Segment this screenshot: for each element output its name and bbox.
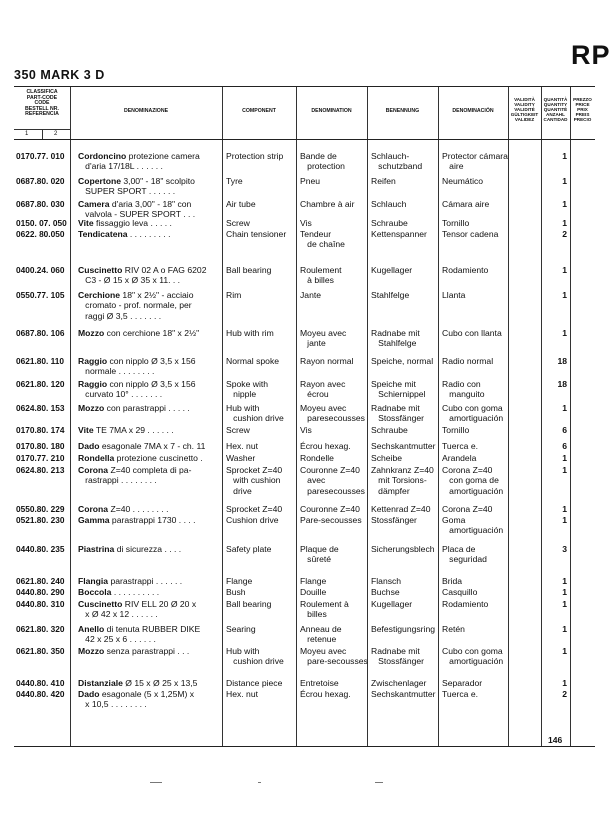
description-es: Casquillo — [442, 587, 478, 597]
description-de: Speiche, normal — [371, 356, 434, 366]
description-es: Cámara aire — [442, 199, 490, 209]
description-it-keyword: Corona — [78, 465, 109, 475]
part-code: 0440.80. 420 — [16, 689, 65, 699]
description-it — [78, 199, 221, 220]
description-it — [78, 689, 221, 710]
description-en: Chain tensioner — [226, 229, 287, 239]
description-it — [78, 646, 221, 656]
description-it-keyword: Vite — [78, 425, 94, 435]
description-it — [78, 453, 221, 463]
description-it-keyword: Cuscinetto — [78, 265, 123, 275]
quantity: 3 — [562, 544, 567, 554]
description-it-detail: con cerchione 18" x 2½" — [104, 328, 200, 338]
quantity: 18 — [557, 356, 567, 366]
description-es: Cubo con llanta — [442, 328, 502, 338]
description-it-detail: 18" x 2½" - acciaio cromato - prof. normale, per raggi Ø 3,5 . . . . . . . — [85, 290, 194, 321]
quantity: 1 — [562, 218, 567, 228]
description-it-keyword: Camera — [78, 199, 110, 209]
description-it — [78, 599, 221, 620]
description-en: Protection strip — [226, 151, 284, 161]
description-it-detail: Z=40 . . . . . . . . — [108, 504, 169, 514]
header-de: BENENNUNG — [385, 108, 420, 114]
description-it-detail: con nipplo Ø 3,5 x 156 normale . . . . . . . . — [85, 356, 196, 377]
description-it-keyword: Anello — [78, 624, 105, 634]
description-it-keyword: Tendicatena — [78, 229, 128, 239]
part-code: 0621.80. 240 — [16, 576, 65, 586]
description-it-keyword: Cuscinetto — [78, 599, 123, 609]
quantity: 1 — [562, 587, 567, 597]
description-fr: Douille — [300, 587, 327, 597]
description-it-detail: . . . . . . . . . . — [111, 587, 160, 597]
description-it-keyword: Raggio — [78, 356, 108, 366]
description-es: Tuerca e. — [442, 441, 478, 451]
description-en: Ball bearing — [226, 599, 272, 609]
part-code: 0170.80. 180 — [16, 441, 65, 451]
description-it — [78, 265, 221, 286]
part-code: 0440.80. 410 — [16, 678, 65, 688]
description-de: Kugellager — [371, 265, 413, 275]
quantity: 1 — [562, 265, 567, 275]
description-de: Scheibe — [371, 453, 403, 463]
description-de: Kettenrad Z=40 — [371, 504, 431, 514]
description-fr: Vis — [300, 218, 312, 228]
description-de: Radnabe mit Stossfänger — [371, 403, 425, 424]
quantity: 1 — [562, 678, 567, 688]
quantity: 18 — [557, 379, 567, 389]
header-it: DENOMINAZIONE — [123, 108, 169, 114]
col-divider — [296, 87, 297, 746]
description-fr: Roulement à billes — [300, 599, 349, 620]
part-code: 0400.24. 060 — [16, 265, 65, 275]
description-de: Sechskantmutter — [371, 441, 436, 451]
description-es: Cubo con goma amortiguación — [442, 646, 504, 667]
scan-mark — [375, 782, 383, 783]
quantity: 1 — [562, 176, 567, 186]
header-code-col2: 2 — [54, 131, 58, 137]
quantity: 1 — [562, 465, 567, 475]
part-code: 0440.80. 310 — [16, 599, 65, 609]
description-it — [78, 576, 221, 586]
description-fr: Moyeu avec jante — [300, 328, 347, 349]
quantity: 1 — [562, 453, 567, 463]
description-en: Ball bearing — [226, 265, 272, 275]
description-en: Screw — [226, 218, 250, 228]
description-fr: Plaque de sûreté — [300, 544, 339, 565]
description-it-keyword: Raggio — [78, 379, 108, 389]
description-it-keyword: Distanziale — [78, 678, 123, 688]
description-it — [78, 515, 221, 525]
description-es: Tuerca e. — [442, 689, 478, 699]
description-en: Normal spoke — [226, 356, 280, 366]
description-de: Schlauch- schutzband — [371, 151, 423, 172]
description-en: Cushion drive — [226, 515, 279, 525]
header-code-col1: 1 — [25, 131, 29, 137]
col-divider — [570, 87, 571, 746]
description-en: Safety plate — [226, 544, 272, 554]
description-it-keyword: Piastrina — [78, 544, 115, 554]
col-divider — [508, 87, 509, 746]
description-it-keyword: Rondella — [78, 453, 115, 463]
description-it — [78, 587, 221, 597]
part-code: 0624.80. 213 — [16, 465, 65, 475]
description-fr: Rondelle — [300, 453, 334, 463]
description-it-keyword: Corona — [78, 504, 109, 514]
description-fr: Moyeu avec paresecousses — [300, 403, 365, 424]
quantity: 1 — [562, 624, 567, 634]
part-code: 0550.80. 229 — [16, 504, 65, 514]
part-code: 0687.80. 030 — [16, 199, 65, 209]
header-en: COMPONENT — [242, 108, 276, 114]
description-es: Retén — [442, 624, 465, 634]
description-es: Rodamiento — [442, 265, 489, 275]
description-it-detail: Ø 15 x Ø 25 x 13,5 — [122, 678, 198, 688]
header-quantity: QUANTITÀ QUANTITY QUANTITÉ ANZAHL CANTIDAD — [543, 97, 568, 123]
description-es: Corona Z=40 con goma de amortiguación — [442, 465, 504, 496]
description-de: Kettenspanner — [371, 229, 427, 239]
description-it-keyword: Dado — [78, 441, 100, 451]
description-it-keyword: Boccola — [78, 587, 112, 597]
header-fr: DENOMINATION — [311, 108, 352, 114]
col-divider — [222, 87, 223, 746]
description-it-detail: esagonale 7MA x 7 - ch. 11 — [99, 441, 206, 451]
description-it-detail: Z=40 completa di pa- rastrappi . . . . . . . . — [85, 465, 192, 486]
description-fr: Pare-secousses — [300, 515, 362, 525]
description-fr: Anneau de retenue — [300, 624, 342, 645]
description-es: Arandela — [442, 453, 477, 463]
part-code: 0550.77. 105 — [16, 290, 65, 300]
part-code: 0150. 07. 050 — [16, 218, 67, 228]
description-es: Llanta — [442, 290, 466, 300]
description-it-detail: d'aria 3,00" - 18" con valvola - SUPER SPORT . . . — [85, 199, 196, 220]
description-it — [78, 544, 221, 554]
part-code: 0621.80. 320 — [16, 624, 65, 634]
description-it — [78, 356, 221, 377]
description-es: Cubo con goma amortiguación — [442, 403, 504, 424]
description-es: Rodamiento — [442, 599, 489, 609]
description-de: Stossfänger — [371, 515, 417, 525]
description-it-keyword: Flangia — [78, 576, 109, 586]
description-de: Schlauch — [371, 199, 407, 209]
part-code: 0170.80. 174 — [16, 425, 65, 435]
quantity: 2 — [562, 229, 567, 239]
description-it-detail: protezione camera d'aria 17/18L . . . . . . — [85, 151, 200, 172]
description-it-detail: di tenuta RUBBER DIKE 42 x 25 x 6 . . . . . . — [85, 624, 201, 645]
quantity: 1 — [562, 328, 567, 338]
parts-table — [14, 86, 595, 747]
col-divider — [541, 87, 542, 746]
description-en: Bush — [226, 587, 246, 597]
description-it-detail: con nipplo Ø 3,5 x 156 curvato 10° . . . . . . . — [85, 379, 196, 400]
part-code: 0170.77. 010 — [16, 151, 65, 161]
description-de: Buchse — [371, 587, 400, 597]
description-it-keyword: Cordoncino — [78, 151, 127, 161]
description-es: Tensor cadena — [442, 229, 499, 239]
description-es: Tornillo — [442, 218, 470, 228]
description-de: Zahnkranz Z=40 mit Torsions- dämpfer — [371, 465, 434, 496]
description-de: Radnabe mit Stahlfelge — [371, 328, 420, 349]
description-de: Kugellager — [371, 599, 413, 609]
description-es: Radio con manguito — [442, 379, 485, 400]
description-fr: Roulement à billes — [300, 265, 342, 286]
description-it-detail: RIV 02 A o FAG 6202 C3 - Ø 15 x Ø 35 x 11. . . — [85, 265, 207, 286]
description-de: Stahlfelge — [371, 290, 410, 300]
description-en: Screw — [226, 425, 250, 435]
header-price: PREZZO PRICE PRIX PREIS PRECIO — [573, 97, 592, 123]
part-code: 0621.80. 110 — [16, 356, 64, 366]
description-it-keyword: Dado — [78, 689, 100, 699]
description-en: Spoke with nipple — [226, 379, 269, 400]
description-fr: Flange — [300, 576, 327, 586]
description-en: Hex. nut — [226, 441, 259, 451]
part-code: 0440.80. 235 — [16, 544, 65, 554]
description-it — [78, 425, 221, 435]
description-de: Schraube — [371, 425, 408, 435]
description-fr: Rayon normal — [300, 356, 354, 366]
description-it-keyword: Mozzo — [78, 403, 105, 413]
description-en: Hex. nut — [226, 689, 259, 699]
quantity: 1 — [562, 151, 567, 161]
description-it-detail: RIV ELL 20 Ø 20 x x Ø 42 x 12 . . . . . . — [85, 599, 197, 620]
part-code: 0621.80. 350 — [16, 646, 65, 656]
description-fr: Pneu — [300, 176, 321, 186]
part-code: 0170.77. 210 — [16, 453, 65, 463]
description-it — [78, 328, 221, 338]
description-es: Corona Z=40 — [442, 504, 493, 514]
description-fr: Écrou hexag. — [300, 441, 351, 451]
description-en: Tyre — [226, 176, 243, 186]
quantity: 1 — [562, 576, 567, 586]
description-de: Flansch — [371, 576, 402, 586]
col-divider — [70, 87, 71, 746]
description-fr: Rayon avec écrou — [300, 379, 346, 400]
description-it — [78, 624, 221, 645]
description-de: Schraube — [371, 218, 408, 228]
description-en: Air tube — [226, 199, 256, 209]
description-it-keyword: Mozzo — [78, 328, 105, 338]
col-divider — [438, 87, 439, 746]
description-es: Neumático — [442, 176, 484, 186]
description-es: Separador — [442, 678, 483, 688]
description-it-detail: parastrappi 1730 . . . . — [109, 515, 196, 525]
description-es: Brida — [442, 576, 463, 586]
part-code: 0624.80. 153 — [16, 403, 65, 413]
description-de: Zwischenlager — [371, 678, 427, 688]
page-number: 146 — [548, 735, 563, 745]
description-es: Protector cámara aire — [442, 151, 508, 172]
part-code: 0687.80. 020 — [16, 176, 65, 186]
description-it-detail: senza parastrappi . . . — [104, 646, 190, 656]
quantity: 1 — [562, 646, 567, 656]
description-it — [78, 504, 221, 514]
description-en: Hub with rim — [226, 328, 274, 338]
description-fr: Tendeur de chaîne — [300, 229, 345, 250]
description-fr: Vis — [300, 425, 312, 435]
description-fr: Entretoise — [300, 678, 339, 688]
description-en: Hub with cushion drive — [226, 403, 284, 424]
description-es: Tornillo — [442, 425, 470, 435]
part-code: 0440.80. 290 — [16, 587, 65, 597]
description-it — [78, 176, 221, 197]
description-es: Goma amortiguación — [442, 515, 504, 536]
description-it — [78, 290, 221, 321]
description-fr: Couronne Z=40 — [300, 504, 360, 514]
description-it-keyword: Copertone — [78, 176, 121, 186]
description-it — [78, 441, 221, 451]
quantity: 2 — [562, 689, 567, 699]
description-it-keyword: Vite — [78, 218, 94, 228]
description-it — [78, 403, 221, 413]
description-fr: Couronne Z=40 avec paresecousses — [300, 465, 365, 496]
description-it-detail: esagonale (5 x 1,25M) x x 10,5 . . . . . . . . — [85, 689, 195, 710]
description-de: Sechskantmutter — [371, 689, 436, 699]
description-de: Speiche mit Schiernippel — [371, 379, 426, 400]
description-en: Flange — [226, 576, 253, 586]
description-fr: Moyeu avec pare-secousses — [300, 646, 368, 667]
section-code: RP — [571, 40, 611, 70]
quantity: 1 — [562, 290, 567, 300]
description-de: Befestigungsring — [371, 624, 436, 634]
header-es: DENOMINACIÓN — [452, 108, 494, 114]
header-code: CLASSIFICA PART-CODE CODE BESTELL NR. REFERENCIA — [25, 89, 59, 118]
description-it-detail: di sicurezza . . . . — [114, 544, 182, 554]
description-fr: Chambre à air — [300, 199, 355, 209]
description-fr: Jante — [300, 290, 322, 300]
description-it — [78, 678, 221, 688]
quantity: 6 — [562, 425, 567, 435]
quantity: 1 — [562, 515, 567, 525]
description-fr: Écrou hexag. — [300, 689, 351, 699]
description-de: Reifen — [371, 176, 396, 186]
description-it-keyword: Cerchione — [78, 290, 121, 300]
quantity: 6 — [562, 441, 567, 451]
description-it-keyword: Mozzo — [78, 646, 105, 656]
description-it-detail: parastrappi . . . . . . — [108, 576, 183, 586]
quantity: 1 — [562, 599, 567, 609]
description-en: Sprocket Z=40 — [226, 504, 283, 514]
quantity: 1 — [562, 504, 567, 514]
scan-mark — [258, 782, 261, 783]
header-validity: VALIDITÀ VALIDITY VALIDITÉ GÜLTIGKEIT VALIDEZ — [510, 97, 539, 123]
description-es: Radio normal — [442, 356, 494, 366]
description-it-detail: fissaggio leva . . . . . — [93, 218, 172, 228]
description-it-detail: . . . . . . . . . — [127, 229, 171, 239]
description-en: Washer — [226, 453, 256, 463]
part-code: 0521.80. 230 — [16, 515, 65, 525]
description-de: Radnabe mit Stossfänger — [371, 646, 425, 667]
description-it — [78, 465, 221, 486]
model-title: 350 MARK 3 D — [14, 68, 105, 82]
part-code: 0621.80. 120 — [16, 379, 65, 389]
description-it — [78, 229, 221, 239]
description-en: Hub with cushion drive — [226, 646, 284, 667]
scan-mark — [150, 782, 162, 783]
part-code: 0687.80. 106 — [16, 328, 65, 338]
description-it — [78, 379, 221, 400]
quantity: 1 — [562, 403, 567, 413]
description-en: Distance piece — [226, 678, 283, 688]
description-es: Placa de seguridad — [442, 544, 487, 565]
description-it-keyword: Gamma — [78, 515, 110, 525]
description-en: Searing — [226, 624, 256, 634]
quantity: 1 — [562, 199, 567, 209]
description-it-detail: con parastrappi . . . . . — [104, 403, 190, 413]
part-code: 0622. 80.050 — [16, 229, 65, 239]
description-it — [78, 218, 221, 228]
description-it-detail: TE 7MA x 29 . . . . . . — [93, 425, 174, 435]
description-en: Sprocket Z=40 with cushion drive — [226, 465, 283, 496]
description-de: Sicherungsblech — [371, 544, 435, 554]
description-it-detail: 3,00" - 18" scolpito SUPER SPORT . . . . . . — [85, 176, 195, 197]
description-en: Rim — [226, 290, 242, 300]
description-it — [78, 151, 221, 172]
table-header — [14, 87, 595, 140]
header-code-sub — [14, 129, 70, 139]
description-it-detail: protezione cuscinetto . — [114, 453, 203, 463]
description-fr: Bande de protection — [300, 151, 345, 172]
